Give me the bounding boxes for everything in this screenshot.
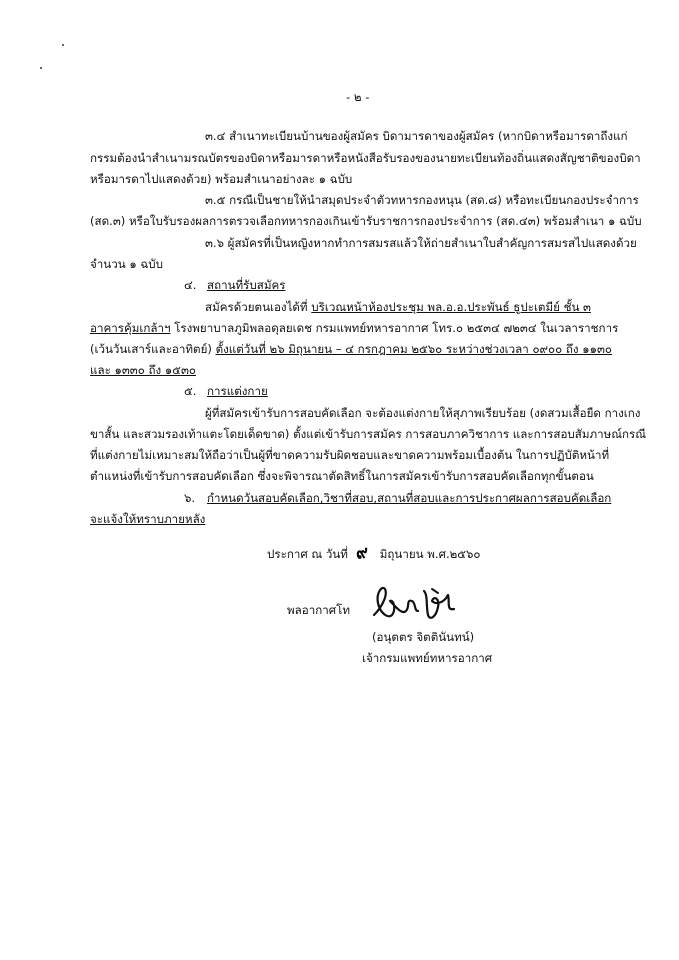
section-5-heading: การแต่งกาย	[207, 384, 268, 398]
scan-speck	[40, 67, 42, 69]
item-3-5-line-1: ๓.๕ กรณีเป็นชายให้นำสมุดประจำตัวทหารกองหนุน (สด.๘) หรือทะเบียนกองประจำการ	[205, 193, 639, 207]
section-5-line-1: ผู้ที่สมัครเข้ารับการสอบคัดเลือก จะต้องแต่งกายให้สุภาพเรียบร้อย (งดสวมเสื้อยืด กางเกง	[205, 406, 641, 420]
signer-position: เจ้ากรมแพทย์ทหารอากาศ	[362, 651, 493, 665]
announce-day: ๙	[354, 542, 370, 564]
section-4-line-3: (เว้นวันเสาร์และอาทิตย์) ตั้งแต่วันที่ ๒๖ มิถุนายน – ๔ กรกฎาคม ๒๕๖๐ ระหว่างช่วงเวลา ๐๙๐๐ ถึง ๑๑๓๐	[90, 342, 612, 356]
item-3-4-line-3: หรือมารดาไปแสดงด้วย) พร้อมสำเนาอย่างละ ๑ ฉบับ	[90, 172, 353, 186]
announce-month-year: มิถุนายน พ.ศ.๒๕๖๐	[379, 547, 481, 561]
section-4-heading: สถานที่รับสมัคร	[207, 278, 286, 292]
item-3-4-line-1: ๓.๔ สำเนาทะเบียนบ้านของผู้สมัคร บิดามารดาของผู้สมัคร (หากบิดาหรือมารดาถึงแก่	[205, 129, 628, 143]
section-5-number: ๕.	[184, 384, 197, 398]
section-6-line-1: กำหนดวันสอบคัดเลือก,วิชาที่สอบ,สถานที่สอบและการประกาศผลการสอบคัดเลือก	[207, 491, 612, 505]
item-3-6-line-2: จำนวน ๑ ฉบับ	[90, 257, 164, 271]
section-4-number: ๔.	[184, 278, 197, 292]
announcement-date	[267, 542, 481, 564]
section-4-line-4: และ ๑๓๓๐ ถึง ๑๕๓๐	[90, 363, 196, 377]
signer-rank: พลอากาศโท	[287, 603, 350, 617]
section-4-line-1: สมัครด้วยตนเองได้ที่ บริเวณหน้าห้องประชุม พล.อ.อ.ประพันธ์ ธูปะเตมีย์ ชั้น ๓	[205, 300, 591, 314]
signature-image	[368, 585, 460, 627]
signer-name: (อนุตตร จิตตินันทน์)	[372, 630, 475, 644]
announce-prefix: ประกาศ ณ วันที่	[267, 547, 348, 561]
section-4-line-2: อาคารคุ้มเกล้าฯ โรงพยาบาลภูมิพลอดุลยเดช กรมแพทย์ทหารอากาศ โทร.๐ ๒๕๓๔ ๗๒๓๔ ในเวลาราชการ	[90, 321, 619, 335]
item-3-4-line-2: กรรมต้องนำสำเนามรณบัตรของบิดาหรือมารดาหรือหนังสือรับรองของนายทะเบียนท้องถิ่นแสดงสัญชาติของบิดา	[90, 151, 641, 165]
item-3-6-line-1: ๓.๖ ผู้สมัครที่เป็นหญิงหากทำการสมรสแล้วให้ถ่ายสำเนาใบสำคัญการสมรสไปแสดงด้วย	[205, 236, 637, 250]
section-5-line-4: ตำแหน่งที่เข้ารับการสอบคัดเลือก ซึ่งจะพิจารณาตัดสิทธิ์ในการสมัครเข้ารับการสอบคัดเลือกทุกขั้นตอน	[90, 469, 594, 483]
section-5-line-3: ที่แต่งกายไม่เหมาะสมให้ถือว่าเป็นผู้ที่ขาดความรับผิดชอบและขาดความพร้อมเบื้องต้น ในการปฏิบัติหน้าที่	[90, 448, 610, 462]
section-6-number: ๖.	[184, 491, 196, 505]
item-3-5-line-2: (สด.๓) หรือใบรับรองผลการตรวจเลือกทหารกองเกินเข้ารับราชการกองประจำการ (สด.๔๓) พร้อมสำเนา ๑ ฉบับ	[90, 214, 642, 228]
section-6-line-2: จะแจ้งให้ทราบภายหลัง	[90, 512, 206, 526]
page-number: - ๒ -	[346, 90, 370, 104]
section-5-line-2: ขาสั้น และสวมรองเท้าแตะโดยเด็ดขาด) ตั้งแต่เข้ารับการสมัคร การสอบภาควิชาการ และการสอบสัมภาษณ์กรณี	[90, 427, 647, 441]
scan-speck	[62, 44, 64, 46]
